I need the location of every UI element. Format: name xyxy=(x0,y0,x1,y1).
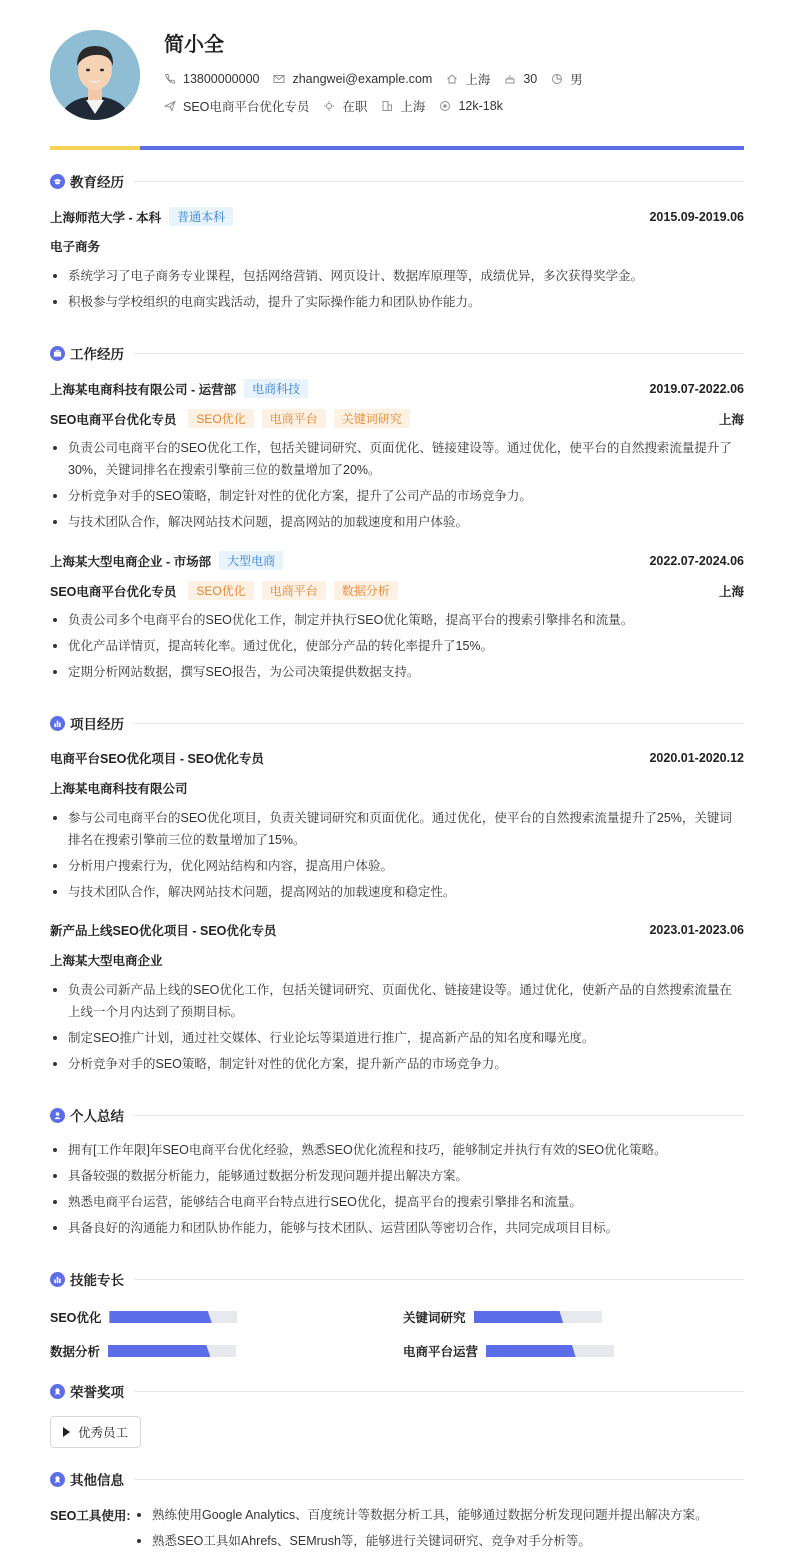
section-title-text: 技能专长 xyxy=(70,1273,124,1288)
education-section-title xyxy=(50,171,744,191)
company-name: 上海某大型电商企业 - 市场部 xyxy=(50,554,212,569)
bar-chart-icon xyxy=(50,1272,65,1287)
award-chip xyxy=(50,1416,141,1448)
skill-tag: 电商平台 xyxy=(262,409,326,428)
list-item: 具备良好的沟通能力和团队协作能力，能够与技术团队、运营团队等密切合作，共同完成项目目标。 xyxy=(50,1217,744,1239)
job-header xyxy=(50,551,744,570)
email-text: zhangwei@example.com xyxy=(292,72,433,86)
section-title-text: 工作经历 xyxy=(70,347,124,362)
section-rule xyxy=(134,1391,744,1392)
salary-icon xyxy=(439,100,451,112)
candidate-name: 简小全 xyxy=(164,34,224,56)
project-period: 2023.01-2023.06 xyxy=(649,923,744,937)
project-company: 上海某大型电商企业 xyxy=(50,954,163,968)
list-item: 负责公司电商平台的SEO优化工作，包括关键词研究、页面优化、链接建设等。通过优化，使平台的自然搜索流量提升了30%，关键词排名在搜索引擎前三位的数量增加了20%。 xyxy=(50,437,744,481)
list-item: 积极参与学校组织的电商实践活动，提升了实际操作能力和团队协作能力。 xyxy=(50,291,744,313)
major: 电子商务 xyxy=(50,240,101,254)
tools-label: SEO工具使用: xyxy=(50,1509,131,1523)
location-item xyxy=(446,70,490,88)
skill-item xyxy=(403,1308,602,1326)
major-row xyxy=(50,237,744,255)
section-title-text: 项目经历 xyxy=(70,717,124,732)
phone-item xyxy=(164,72,259,86)
section-rule xyxy=(134,1279,744,1280)
cake-icon xyxy=(504,73,516,85)
skill-bar xyxy=(486,1345,614,1357)
list-item: 具备较强的数据分析能力，能够通过数据分析发现问题并提出解决方案。 xyxy=(50,1165,744,1187)
work-city-item xyxy=(381,97,425,115)
section-rule xyxy=(134,353,744,354)
position-text: SEO电商平台优化专员 xyxy=(183,100,310,114)
skill-bar xyxy=(109,1311,237,1323)
phone-icon xyxy=(164,73,176,85)
skill-bar-fill xyxy=(108,1345,210,1357)
skill-name: 关键词研究 xyxy=(403,1311,466,1325)
briefcase-icon xyxy=(50,346,65,361)
project-company-row xyxy=(50,779,744,797)
skill-bar-fill xyxy=(109,1311,211,1323)
work-city-text: 上海 xyxy=(400,100,426,114)
list-item: 定期分析网站数据，撰写SEO报告，为公司决策提供数据支持。 xyxy=(50,661,744,683)
skill-item xyxy=(50,1308,237,1326)
section-rule xyxy=(134,723,744,724)
section-rule xyxy=(134,1115,744,1116)
other-section-title xyxy=(50,1469,744,1489)
job-role-row xyxy=(50,409,744,428)
list-item: 系统学习了电子商务专业课程，包括网络营销、网页设计、数据库原理等，成绩优异，多次获得奖学金。 xyxy=(50,265,744,287)
skill-item xyxy=(403,1342,614,1360)
school-name: 上海师范大学 - 本科 xyxy=(50,210,162,225)
list-item: 分析用户搜索行为，优化网站结构和内容，提高用户体验。 xyxy=(50,855,744,877)
project-name: 新产品上线SEO优化项目 - SEO优化专员 xyxy=(50,924,277,938)
skill-item xyxy=(50,1342,236,1360)
location-text: 上海 xyxy=(465,73,491,87)
list-item: 负责公司多个电商平台的SEO优化工作，制定并执行SEO优化策略，提高平台的搜索引擎排名和流量。 xyxy=(50,609,744,631)
salary-text: 12k-18k xyxy=(458,99,503,113)
award-name: 优秀员工 xyxy=(78,1426,129,1440)
section-title-text: 教育经历 xyxy=(70,175,124,190)
gender-item xyxy=(551,70,583,88)
job-intent-row xyxy=(164,97,517,115)
home-icon xyxy=(446,73,458,85)
skill-name: SEO优化 xyxy=(50,1311,102,1325)
play-icon xyxy=(63,1427,70,1437)
list-item: 熟悉SEO工具如Ahrefs、SEMrush等，能够进行关键词研究、竞争对手分析等。 xyxy=(134,1532,744,1550)
chart-icon xyxy=(50,716,65,731)
skill-name: 数据分析 xyxy=(50,1345,101,1359)
skill-tag: 关键词研究 xyxy=(334,409,410,428)
job-city: 上海 xyxy=(718,584,744,599)
job-role-row xyxy=(50,581,744,600)
email-item xyxy=(273,72,432,86)
summary-section-title xyxy=(50,1105,744,1125)
list-item: 参与公司电商平台的SEO优化项目，负责关键词研究和页面优化。通过优化，使平台的自然搜索流量提升了25%，关键词排名在搜索引擎前三位的数量增加了15%。 xyxy=(50,807,744,851)
header-divider-accent xyxy=(50,146,140,150)
award-icon xyxy=(50,1384,65,1399)
avatar xyxy=(50,30,140,120)
project-header xyxy=(50,921,744,939)
skill-tag: SEO优化 xyxy=(188,409,253,428)
job-role: SEO电商平台优化专员 xyxy=(50,584,177,599)
position-item xyxy=(164,97,309,115)
skill-bar xyxy=(108,1345,236,1357)
user-icon xyxy=(50,1108,65,1123)
industry-tag: 大型电商 xyxy=(219,551,283,570)
degree-tag: 普通本科 xyxy=(169,207,233,226)
contact-row xyxy=(164,70,597,88)
education-header xyxy=(50,207,744,226)
list-item: 与技术团队合作，解决网站技术问题，提高网站的加载速度和用户体验。 xyxy=(50,511,744,533)
status-text: 在职 xyxy=(342,100,368,114)
send-icon xyxy=(164,100,176,112)
salary-item xyxy=(439,99,502,113)
work-section-title xyxy=(50,343,744,363)
header-divider xyxy=(50,146,744,150)
list-item: 优化产品详情页，提高转化率。通过优化，使部分产品的转化率提升了15%。 xyxy=(50,635,744,657)
list-item: 熟练使用Google Analytics、百度统计等数据分析工具，能够通过数据分析发现问题并提出解决方案。 xyxy=(134,1506,744,1524)
company-name: 上海某电商科技有限公司 - 运营部 xyxy=(50,382,237,397)
section-title-text: 其他信息 xyxy=(70,1473,124,1488)
industry-tag: 电商科技 xyxy=(244,379,308,398)
phone-text: 13800000000 xyxy=(183,72,260,86)
job-period: 2022.07-2024.06 xyxy=(649,553,744,568)
education-period: 2015.09-2019.06 xyxy=(649,209,744,224)
job-role: SEO电商平台优化专员 xyxy=(50,412,177,427)
list-item: 分析竞争对手的SEO策略，制定针对性的优化方案，提升新产品的市场竞争力。 xyxy=(50,1053,744,1075)
email-icon xyxy=(273,73,285,85)
skill-tag: 数据分析 xyxy=(334,581,398,600)
skill-bar-fill xyxy=(474,1311,564,1323)
skill-tag: SEO优化 xyxy=(188,581,253,600)
avatar-photo xyxy=(50,30,140,120)
skill-tag: 电商平台 xyxy=(262,581,326,600)
projects-section-title xyxy=(50,713,744,733)
list-item: 负责公司新产品上线的SEO优化工作，包括关键词研究、页面优化、链接建设等。通过优化，使新产品的自然搜索流量在上线一个月内达到了预期目标。 xyxy=(50,979,744,1023)
skills-section-title xyxy=(50,1269,744,1289)
list-item: 制定SEO推广计划，通过社交媒体、行业论坛等渠道进行推广，提高新产品的知名度和曝光度。 xyxy=(50,1027,744,1049)
job-city: 上海 xyxy=(718,412,744,427)
section-title-text: 个人总结 xyxy=(70,1109,124,1124)
job-header xyxy=(50,379,744,398)
job-period: 2019.07-2022.06 xyxy=(649,381,744,396)
info-icon xyxy=(50,1472,65,1487)
section-rule xyxy=(134,181,744,182)
project-company: 上海某电商科技有限公司 xyxy=(50,782,188,796)
list-item: 分析竞争对手的SEO策略，制定针对性的优化方案，提升了公司产品的市场竞争力。 xyxy=(50,485,744,507)
skill-name: 电商平台运营 xyxy=(403,1345,479,1359)
project-period: 2020.01-2020.12 xyxy=(649,751,744,765)
status-item xyxy=(323,97,367,115)
skill-bar xyxy=(474,1311,602,1323)
age-item xyxy=(504,72,537,86)
status-icon xyxy=(323,100,335,112)
skill-bar-fill xyxy=(486,1345,576,1357)
section-rule xyxy=(134,1479,744,1480)
section-title-text: 荣誉奖项 xyxy=(70,1385,124,1400)
age-text: 30 xyxy=(523,72,538,86)
gender-icon xyxy=(551,73,563,85)
gender-text: 男 xyxy=(570,73,583,87)
list-item: 与技术团队合作，解决网站技术问题，提高网站的加载速度和稳定性。 xyxy=(50,881,744,903)
list-item: 熟悉电商平台运营，能够结合电商平台特点进行SEO优化，提高平台的搜索引擎排名和流量。 xyxy=(50,1191,744,1213)
honors-section-title xyxy=(50,1381,744,1401)
graduation-cap-icon xyxy=(50,174,65,189)
project-company-row xyxy=(50,951,744,969)
project-name: 电商平台SEO优化项目 - SEO优化专员 xyxy=(50,752,264,766)
building-icon xyxy=(381,100,393,112)
project-header xyxy=(50,749,744,767)
list-item: 拥有[工作年限]年SEO电商平台优化经验，熟悉SEO优化流程和技巧，能够制定并执行有效的SEO优化策略。 xyxy=(50,1139,744,1161)
